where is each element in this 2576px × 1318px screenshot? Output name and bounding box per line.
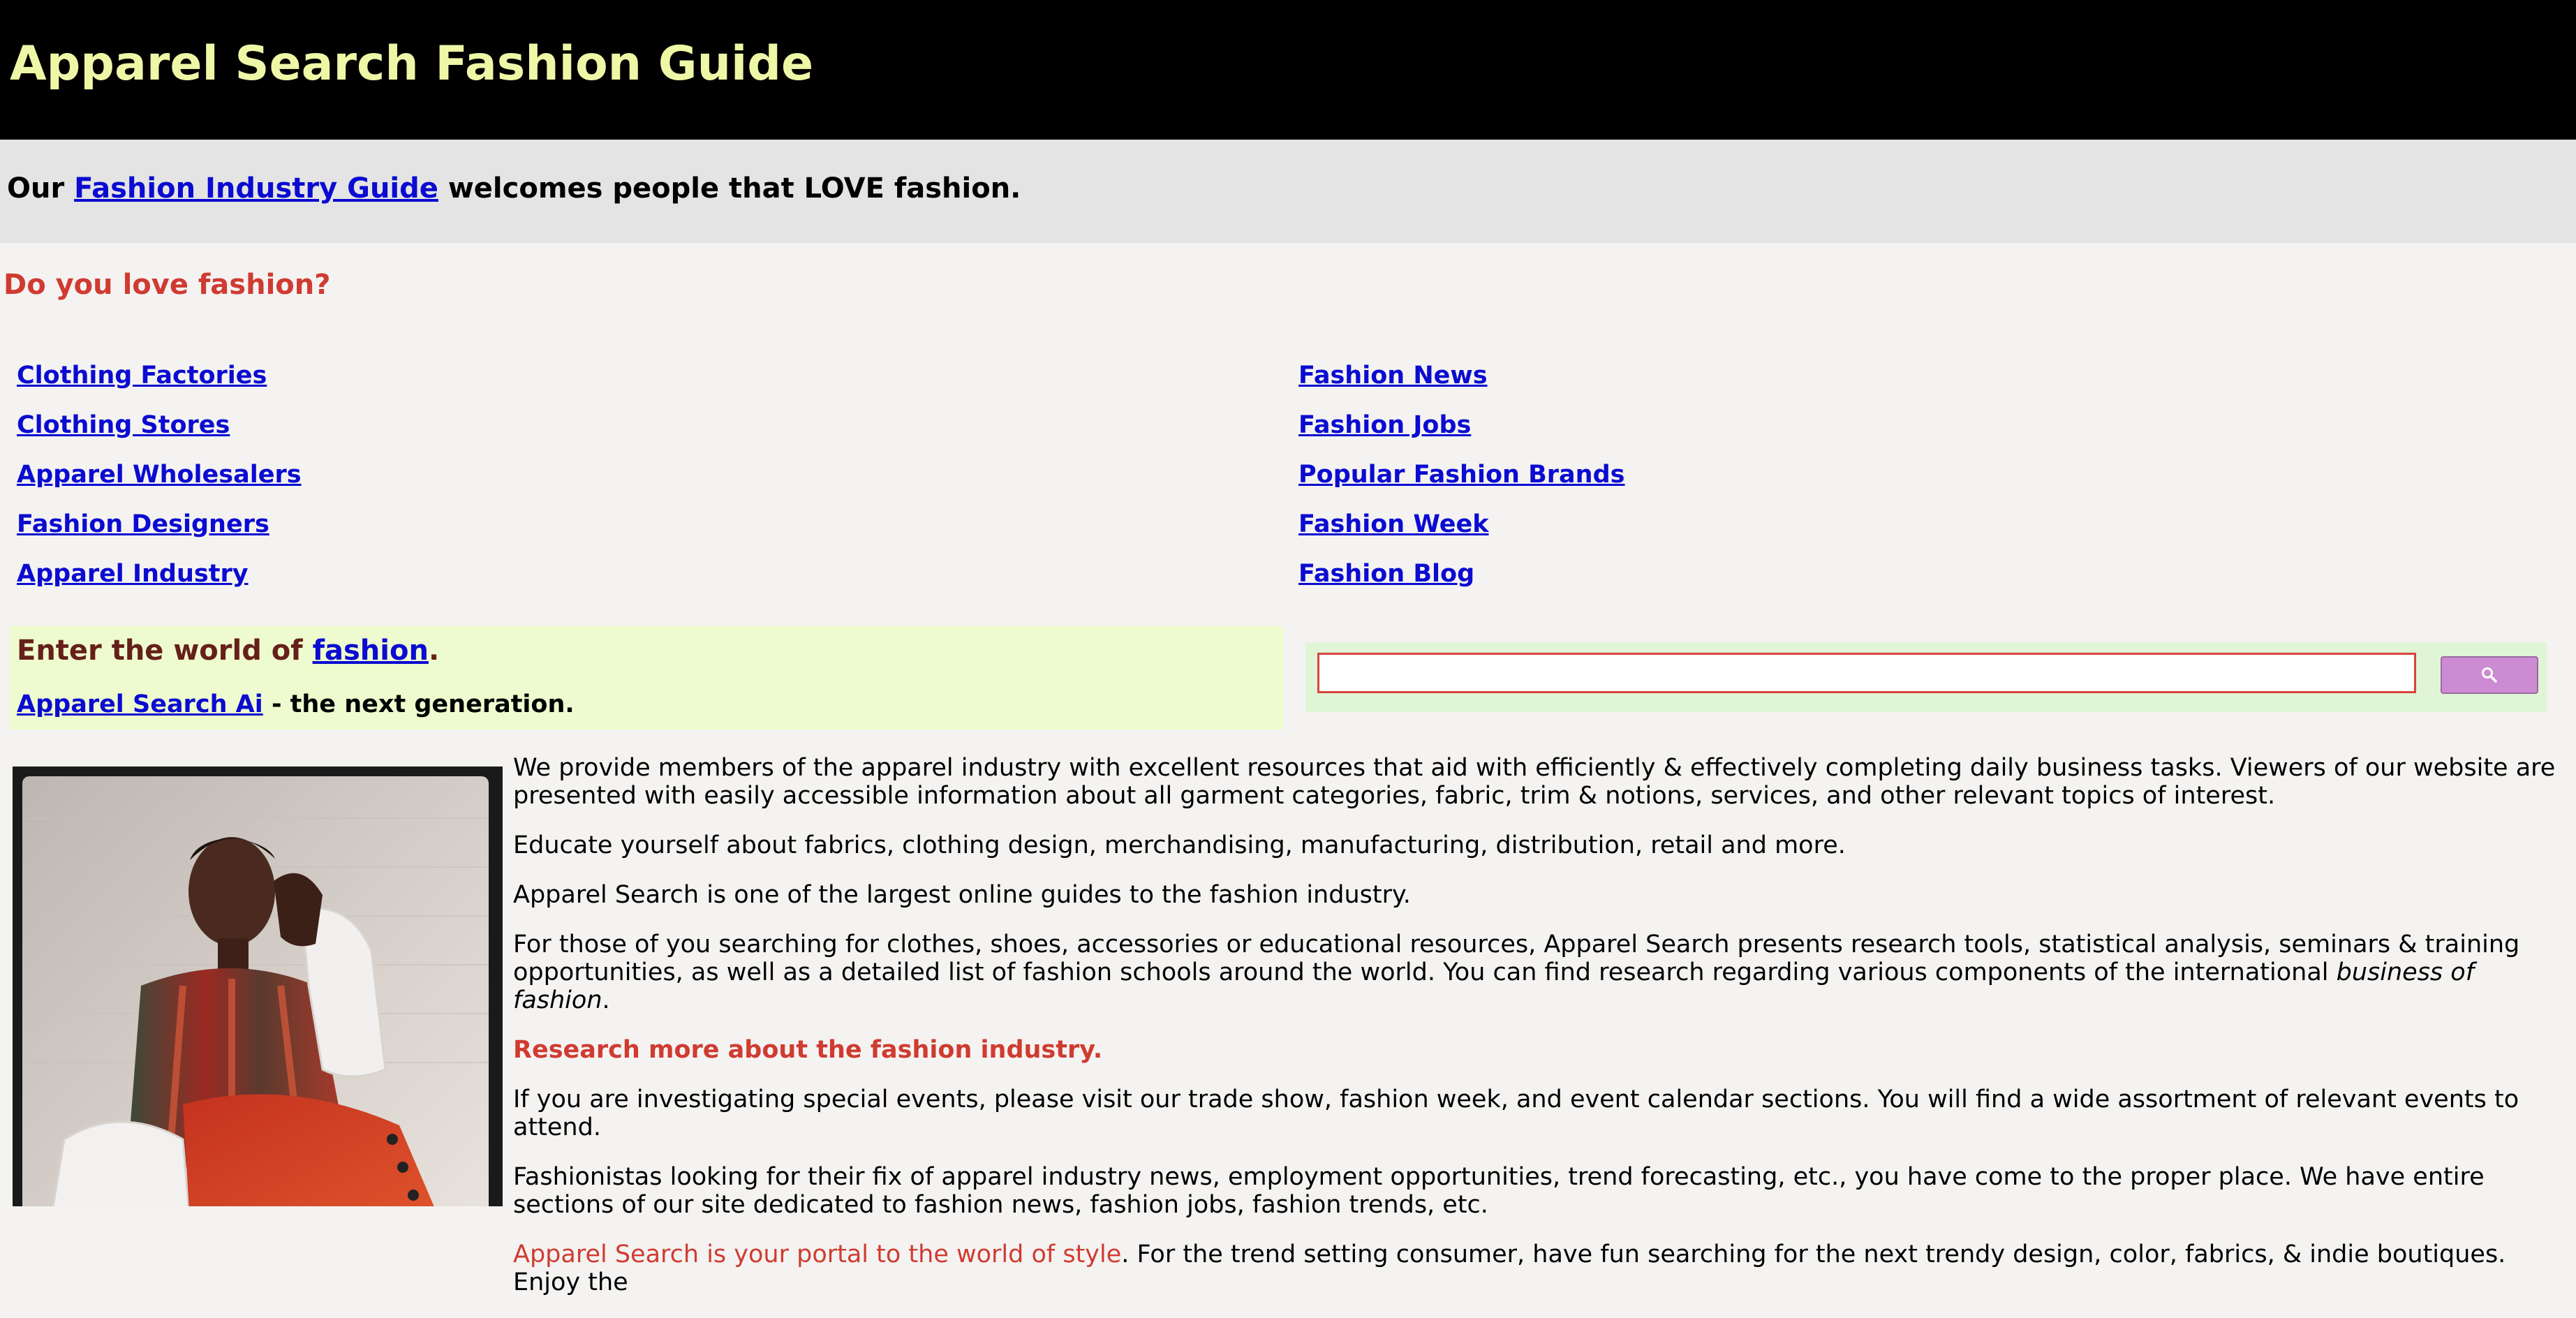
site-header [0, 0, 2576, 140]
link-fashion-jobs[interactable]: Fashion Jobs [1298, 411, 1472, 439]
welcome-text: Our Fashion Industry Guide welcomes people that LOVE fashion. [7, 172, 1021, 205]
category-links-right [1298, 359, 1624, 607]
list-item [17, 408, 302, 458]
apparel-search-ai-text: Apparel Search Ai - the next generation. [17, 690, 575, 718]
list-item [1298, 458, 1624, 508]
fashion-industry-guide-link[interactable]: Fashion Industry Guide [74, 172, 438, 205]
search-icon [2480, 666, 2499, 684]
content-paragraph-1: We provide members of the apparel industry with excellent resources that aid with efficiently & effectively completing daily business tasks. Viewers of our website are presented with easily accessible information about all garment categories, fabric, trim & notions, services, and other relevant topics of interest. [513, 754, 2556, 810]
category-links-left [17, 359, 302, 607]
list-item [1298, 557, 1624, 607]
content-paragraph-2: Educate yourself about fabrics, clothing design, merchandising, manufacturing, distribution, retail and more. [513, 831, 1846, 859]
apparel-search-ai-link[interactable]: Apparel Search Ai [17, 690, 263, 718]
fashion-model-photo [22, 776, 489, 1206]
link-fashion-week[interactable]: Fashion Week [1298, 510, 1489, 538]
content-paragraph-7: Apparel Search is your portal to the world of style. For the trend setting consumer, have fun searching for the next trendy design, color, fabrics, & indie boutiques. Enjoy the [513, 1241, 2506, 1296]
enter-world-box [10, 626, 1283, 730]
site-title: Apparel Search Fashion Guide [10, 36, 814, 91]
list-item [1298, 508, 1624, 557]
love-fashion-heading: Do you love fashion? [3, 269, 331, 301]
main-content [513, 754, 2567, 1318]
link-fashion-blog[interactable]: Fashion Blog [1298, 560, 1475, 588]
list-item [17, 557, 302, 607]
list-item [17, 359, 302, 408]
link-apparel-wholesalers[interactable]: Apparel Wholesalers [17, 461, 302, 489]
enter-world-text: Enter the world of fashion. [17, 635, 440, 667]
list-item [17, 508, 302, 557]
link-apparel-industry[interactable]: Apparel Industry [17, 560, 249, 588]
link-fashion-designers[interactable]: Fashion Designers [17, 510, 269, 538]
search-box [1305, 642, 2547, 712]
search-button[interactable] [2441, 656, 2538, 694]
link-popular-fashion-brands[interactable]: Popular Fashion Brands [1298, 461, 1625, 489]
welcome-banner [0, 140, 2576, 243]
list-item [17, 458, 302, 508]
list-item [1298, 359, 1624, 408]
link-clothing-factories[interactable]: Clothing Factories [17, 362, 267, 390]
content-paragraph-6: Fashionistas looking for their fix of apparel industry news, employment opportunities, trend forecasting, etc., you have come to the proper place. We have entire sections of our site dedicated to fashion news, fashion jobs, fashion trends, etc. [513, 1163, 2485, 1219]
fashion-photo-frame [13, 767, 503, 1206]
link-fashion-news[interactable]: Fashion News [1298, 362, 1488, 390]
list-item [1298, 408, 1624, 458]
content-paragraph-3: Apparel Search is one of the largest online guides to the fashion industry. [513, 881, 1411, 909]
link-clothing-stores[interactable]: Clothing Stores [17, 411, 230, 439]
content-paragraph-4: For those of you searching for clothes, shoes, accessories or educational resources, Apparel Search presents research tools, statistical analysis, seminars & training opportunities, as well as a detailed list of fashion schools around the world. You can find research regarding various components of the international business of fashion. [513, 931, 2520, 1014]
research-heading: Research more about the fashion industry. [513, 1036, 1103, 1064]
content-paragraph-5: If you are investigating special events, please visit our trade show, fashion week, and event calendar sections. You will find a wide assortment of relevant events to attend. [513, 1086, 2519, 1141]
search-input[interactable] [1317, 653, 2416, 693]
fashion-link[interactable]: fashion [312, 635, 429, 667]
